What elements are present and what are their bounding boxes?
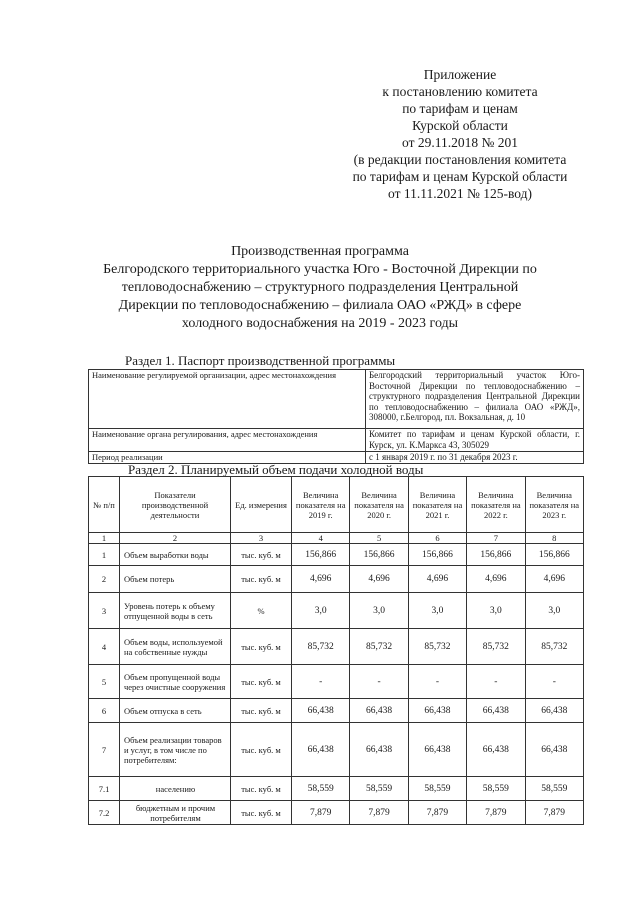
value-cell: 66,438 — [408, 723, 466, 777]
passport-row — [89, 370, 584, 429]
table-row — [89, 699, 584, 723]
column-number: 3 — [231, 533, 292, 544]
value-cell: 7,879 — [292, 801, 350, 825]
value-cell: 66,438 — [467, 699, 525, 723]
value-cell: 85,732 — [467, 629, 525, 665]
value-cell: 58,559 — [292, 777, 350, 801]
passport-row — [89, 429, 584, 452]
water-supply-table — [88, 476, 584, 825]
row-number: 4 — [89, 629, 120, 665]
value-cell: 85,732 — [350, 629, 408, 665]
value-cell: 66,438 — [292, 699, 350, 723]
indicator-name: Объем отпуска в сеть — [120, 699, 231, 723]
header-cell: № п/п — [89, 477, 120, 533]
column-number: 8 — [525, 533, 583, 544]
value-cell: 7,879 — [467, 801, 525, 825]
appendix-line: (в редакции постановления комитета — [353, 152, 567, 167]
table-row — [89, 629, 584, 665]
value-cell: - — [350, 665, 408, 699]
unit-cell: тыс. куб. м — [231, 723, 292, 777]
title-line: Дирекции по тепловодоснабжению – филиала ОАО «РЖД» в сфере — [118, 298, 522, 313]
header-cell: Величина показателя на 2022 г. — [467, 477, 525, 533]
appendix-line: к постановлению комитета — [382, 84, 538, 99]
column-number: 4 — [292, 533, 350, 544]
value-cell: 58,559 — [350, 777, 408, 801]
column-number: 6 — [408, 533, 466, 544]
value-cell: 66,438 — [408, 699, 466, 723]
unit-cell: тыс. куб. м — [231, 566, 292, 593]
value-cell: 3,0 — [350, 593, 408, 629]
indicator-name: Объем пропущенной воды через очистные сооружения — [120, 665, 231, 699]
value-cell: 85,732 — [408, 629, 466, 665]
value-cell: 156,866 — [350, 544, 408, 566]
value-cell: 156,866 — [408, 544, 466, 566]
table-row — [89, 801, 584, 825]
value-cell: 66,438 — [525, 723, 583, 777]
header-cell: Величина показателя на 2020 г. — [350, 477, 408, 533]
table-row — [89, 593, 584, 629]
passport-label: Наименование регулируемой организации, адрес местонахождения — [89, 370, 366, 429]
unit-cell: тыс. куб. м — [231, 544, 292, 566]
value-cell: 3,0 — [292, 593, 350, 629]
appendix-line: от 11.11.2021 № 125-вод) — [388, 186, 532, 201]
value-cell: 7,879 — [350, 801, 408, 825]
value-cell: 4,696 — [350, 566, 408, 593]
column-number-row — [89, 533, 584, 544]
unit-cell: тыс. куб. м — [231, 629, 292, 665]
value-cell: 4,696 — [408, 566, 466, 593]
table-row — [89, 665, 584, 699]
header-row — [89, 477, 584, 533]
document-title — [60, 243, 580, 333]
indicator-name: Объем потерь — [120, 566, 231, 593]
value-cell: 3,0 — [525, 593, 583, 629]
passport-label: Период реализации — [89, 452, 366, 464]
appendix-header — [300, 66, 620, 202]
row-number: 7.1 — [89, 777, 120, 801]
value-cell: 58,559 — [525, 777, 583, 801]
unit-cell: тыс. куб. м — [231, 699, 292, 723]
indicator-name: Объем реализации товаров и услуг, в том числе по потребителям: — [120, 723, 231, 777]
value-cell: 66,438 — [350, 723, 408, 777]
value-cell: 58,559 — [408, 777, 466, 801]
header-cell: Величина показателя на 2021 г. — [408, 477, 466, 533]
appendix-line: по тарифам и ценам — [402, 101, 518, 116]
appendix-line: Курской области — [412, 118, 508, 133]
row-number: 3 — [89, 593, 120, 629]
section2-heading: Раздел 2. Планируемый объем подачи холодной воды — [128, 462, 424, 477]
indicator-name: бюджетным и прочим потребителям — [120, 801, 231, 825]
value-cell: 4,696 — [525, 566, 583, 593]
passport-value: с 1 января 2019 г. по 31 декабря 2023 г. — [366, 452, 584, 464]
indicator-name: Объем выработки воды — [120, 544, 231, 566]
row-number: 5 — [89, 665, 120, 699]
unit-cell: тыс. куб. м — [231, 777, 292, 801]
indicator-name: населению — [120, 777, 231, 801]
passport-label: Наименование органа регулирования, адрес местонахождения — [89, 429, 366, 452]
value-cell: - — [467, 665, 525, 699]
title-line: тепловодоснабжению – структурного подразделения Центральной — [121, 280, 519, 295]
value-cell: 85,732 — [292, 629, 350, 665]
title-line: Производственная программа — [231, 244, 409, 259]
row-number: 2 — [89, 566, 120, 593]
value-cell: 7,879 — [408, 801, 466, 825]
value-cell: 3,0 — [467, 593, 525, 629]
indicator-name: Объем воды, используемой на собственные нужды — [120, 629, 231, 665]
table-row — [89, 544, 584, 566]
passport-value: Белгородский территориальный участок Юго-Восточной Дирекции по тепловодоснабжению – структурного подразделения Центральной Дирекции по тепловодоснабжению – филиала ОАО «РЖД», 308000, г.Белгород, пл. Вокзальная, д. 10 — [366, 370, 584, 429]
appendix-line: от 29.11.2018 № 201 — [402, 135, 518, 150]
header-cell: Величина показателя на 2023 г. — [525, 477, 583, 533]
table-body — [89, 544, 584, 825]
value-cell: 66,438 — [292, 723, 350, 777]
value-cell: 85,732 — [525, 629, 583, 665]
unit-cell: тыс. куб. м — [231, 665, 292, 699]
value-cell: 58,559 — [467, 777, 525, 801]
row-number: 6 — [89, 699, 120, 723]
column-number: 5 — [350, 533, 408, 544]
value-cell: 66,438 — [467, 723, 525, 777]
appendix-line: Приложение — [423, 67, 497, 82]
header-cell: Ед. измерения — [231, 477, 292, 533]
unit-cell: тыс. куб. м — [231, 801, 292, 825]
indicator-name: Уровень потерь к объему отпущенной воды в сеть — [120, 593, 231, 629]
value-cell: - — [525, 665, 583, 699]
title-line: Белгородского территориального участка Юго - Восточной Дирекции по — [103, 262, 537, 277]
column-number: 2 — [120, 533, 231, 544]
header-cell: Показатели производственной деятельности — [120, 477, 231, 533]
section1-heading: Раздел 1. Паспорт производственной программы — [125, 353, 396, 368]
appendix-line: по тарифам и ценам Курской области — [352, 169, 568, 184]
column-number: 1 — [89, 533, 120, 544]
table-row — [89, 566, 584, 593]
value-cell: 4,696 — [467, 566, 525, 593]
value-cell: 156,866 — [525, 544, 583, 566]
table-row — [89, 723, 584, 777]
row-number: 7.2 — [89, 801, 120, 825]
passport-value: Комитет по тарифам и ценам Курской области, г. Курск, ул. К.Маркса 43, 305029 — [366, 429, 584, 452]
row-number: 1 — [89, 544, 120, 566]
value-cell: 156,866 — [467, 544, 525, 566]
value-cell: 4,696 — [292, 566, 350, 593]
value-cell: - — [292, 665, 350, 699]
value-cell: - — [408, 665, 466, 699]
header-cell: Величина показателя на 2019 г. — [292, 477, 350, 533]
value-cell: 156,866 — [292, 544, 350, 566]
value-cell: 3,0 — [408, 593, 466, 629]
column-number: 7 — [467, 533, 525, 544]
title-line: холодного водоснабжения на 2019 - 2023 годы — [181, 316, 459, 331]
value-cell: 7,879 — [525, 801, 583, 825]
row-number: 7 — [89, 723, 120, 777]
passport-table — [88, 369, 584, 464]
value-cell: 66,438 — [525, 699, 583, 723]
table-row — [89, 777, 584, 801]
unit-cell: % — [231, 593, 292, 629]
value-cell: 66,438 — [350, 699, 408, 723]
